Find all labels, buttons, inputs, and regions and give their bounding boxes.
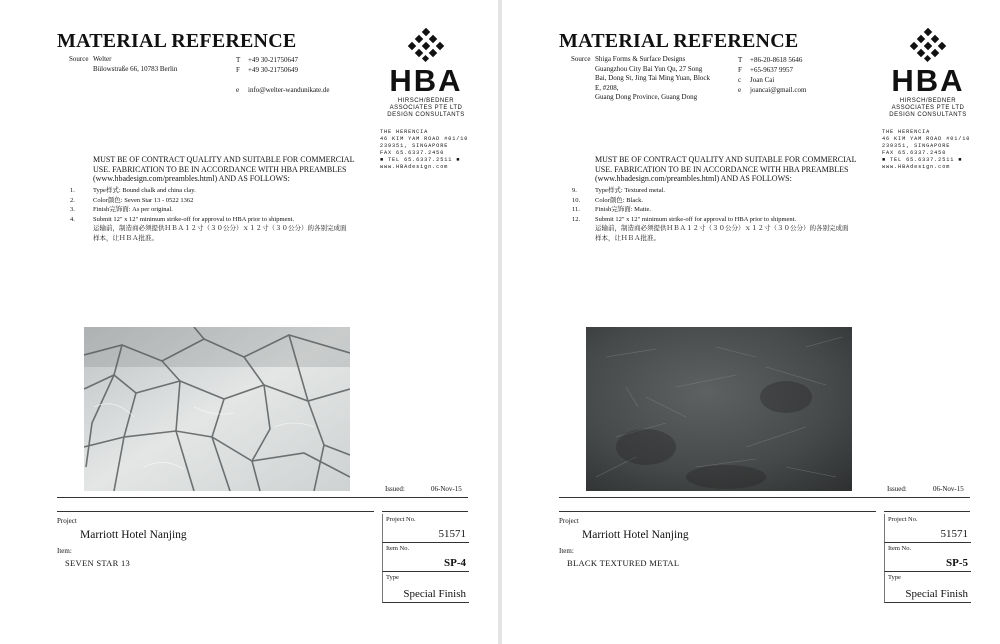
spec-item: 1. Type样式: Bound chalk and china clay.: [70, 187, 196, 194]
divider-line: [382, 511, 468, 512]
hba-logo: [882, 28, 974, 178]
contact-row: T +86-20-8618 5646: [738, 56, 803, 64]
type-label: Type: [888, 574, 901, 581]
type-value: Special Finish: [403, 588, 466, 600]
sheet-title: MATERIAL REFERENCE: [57, 30, 297, 52]
source-line: Guangzhou City Bai Yun Qu, 27 Song: [595, 64, 703, 73]
contact-block: [236, 55, 330, 95]
contact-row: F +49 30-21750649: [236, 66, 299, 74]
spec-list: [572, 186, 849, 243]
divider-line: [884, 511, 970, 512]
project-no-value: 51571: [940, 528, 968, 540]
logo-company: HIRSCH/BEDNER ASSOCIATES PTE LTD DESIGN CONSULTANTS: [387, 98, 465, 118]
requirements-text: MUST BE OF CONTRACT QUALITY AND SUITABLE FOR COMMERCIAL USE. FABRICATION TO BE IN ACCORDANCE WITH HBA PREAMBLES (www.hbadesign.com/preambles.html) AND AS FOLLOWS:: [595, 155, 857, 183]
spec-item: 12. Submit 12" x 12" minimum strike-off for approval to HBA prior to shipment. 运输前，制造商必须提供ＨＢＡ１２寸（３０公分）ｘ１２寸（３０公分）的各别完成面 样本，让ＨＢＡ批准。: [572, 215, 849, 242]
project-no-value: 51571: [438, 528, 466, 540]
source-address: [595, 55, 710, 103]
issued-date: Issued: 06-Nov-15: [385, 485, 462, 493]
issued-date: Issued: 06-Nov-15: [887, 485, 964, 493]
spec-item: 9. Type样式: Textured metal.: [572, 187, 666, 194]
material-sheet-left: [0, 0, 498, 644]
logo-address: THE HERENCIA 46 KIM YAM ROAD #01/10 239351, SINGAPORE FAX 65.6337.2450 ■ TEL 65.6337.2511 ■ www.HBAdesign.com: [380, 129, 469, 170]
source-line: Shiga Forms & Surface Designs: [595, 55, 686, 63]
material-swatch-image: [586, 327, 852, 491]
project-name: Marriott Hotel Nanjing: [80, 529, 187, 541]
spec-item: 10. Color颜色: Black.: [572, 196, 644, 204]
contact-row: e joancai@gmail.com: [738, 86, 807, 94]
contact-row: e info@welter-wandunikate.de: [236, 86, 330, 94]
hba-diamond-logo-icon: [908, 28, 948, 62]
logo-company: HIRSCH/BEDNER ASSOCIATES PTE LTD DESIGN CONSULTANTS: [889, 98, 967, 118]
source-line: Bai, Dong St, Jing Tai Ming Yuan, Block: [595, 74, 711, 82]
project-label: Project: [559, 517, 579, 525]
hba-logo: [380, 28, 472, 178]
item-name: SEVEN STAR 13: [65, 558, 131, 568]
material-swatch-image: [84, 327, 350, 491]
item-no-label: Item No.: [386, 545, 410, 552]
source-line: E, #208,: [595, 83, 619, 92]
contact-row: F +65-9637 9957: [738, 66, 794, 74]
source-label: Source: [571, 55, 591, 63]
logo-brand: HBA: [891, 63, 965, 98]
project-name: Marriott Hotel Nanjing: [582, 529, 689, 541]
divider-line: [57, 497, 468, 498]
source-label: Source: [69, 55, 89, 63]
divider-line: [559, 497, 970, 498]
source-line: Guang Dong Province, Guang Dong: [595, 93, 698, 101]
project-no-box: [884, 514, 971, 543]
contact-row: c Joan Cai: [738, 76, 775, 84]
project-no-label: Project No.: [888, 516, 918, 523]
type-box: [382, 572, 469, 603]
spec-item: 11. Finish完饰面: Matte.: [572, 206, 651, 213]
type-label: Type: [386, 574, 399, 581]
item-no-box: [884, 543, 971, 572]
project-label: Project: [57, 517, 77, 525]
source-line: Welter: [93, 55, 112, 63]
item-label: Item:: [57, 547, 72, 555]
requirements-text: MUST BE OF CONTRACT QUALITY AND SUITABLE FOR COMMERCIAL USE. FABRICATION TO BE IN ACCORDANCE WITH HBA PREAMBLES (www.hbadesign.com/preambles.html) AND AS FOLLOWS:: [93, 155, 355, 183]
spec-item: 3. Finish完饰面: As per original.: [70, 206, 173, 213]
hba-diamond-logo-icon: [406, 28, 446, 62]
sheet-title: MATERIAL REFERENCE: [559, 30, 799, 52]
divider-line: [559, 511, 876, 512]
material-sheet-right: [502, 0, 1000, 644]
type-value: Special Finish: [905, 588, 968, 600]
item-no-box: [382, 543, 469, 572]
project-no-box: [382, 514, 469, 543]
logo-brand: HBA: [389, 63, 463, 98]
spec-item: 4. Submit 12" x 12" minimum strike-off for approval to HBA prior to shipment. 运输前，制造商必须提供ＨＢＡ１２寸（３０公分）ｘ１２寸（３０公分）的各别完成面 样本，让ＨＢＡ批准。: [70, 215, 347, 242]
item-label: Item:: [559, 547, 574, 555]
item-no-label: Item No.: [888, 545, 912, 552]
item-no-value: SP-5: [946, 557, 968, 569]
divider-line: [57, 511, 374, 512]
contact-row: T +49 30-21750647: [236, 56, 299, 64]
logo-address: THE HERENCIA 46 KIM YAM ROAD #01/10 239351, SINGAPORE FAX 65.6337.2450 ■ TEL 65.6337.2511 ■ www.HBAdesign.com: [882, 129, 971, 170]
spec-list: [70, 186, 347, 243]
contact-block: [738, 55, 806, 95]
contact-row: [236, 75, 330, 85]
source-address: [93, 55, 177, 74]
project-no-label: Project No.: [386, 516, 416, 523]
item-name: BLACK TEXTURED METAL: [567, 558, 680, 568]
spec-item: 2. Color颜色: Seven Star 13 - 0522 1362: [70, 196, 194, 204]
type-box: [884, 572, 971, 603]
source-line: Bülowstraße 66, 10783 Berlin: [93, 64, 178, 73]
item-no-value: SP-4: [444, 557, 466, 569]
